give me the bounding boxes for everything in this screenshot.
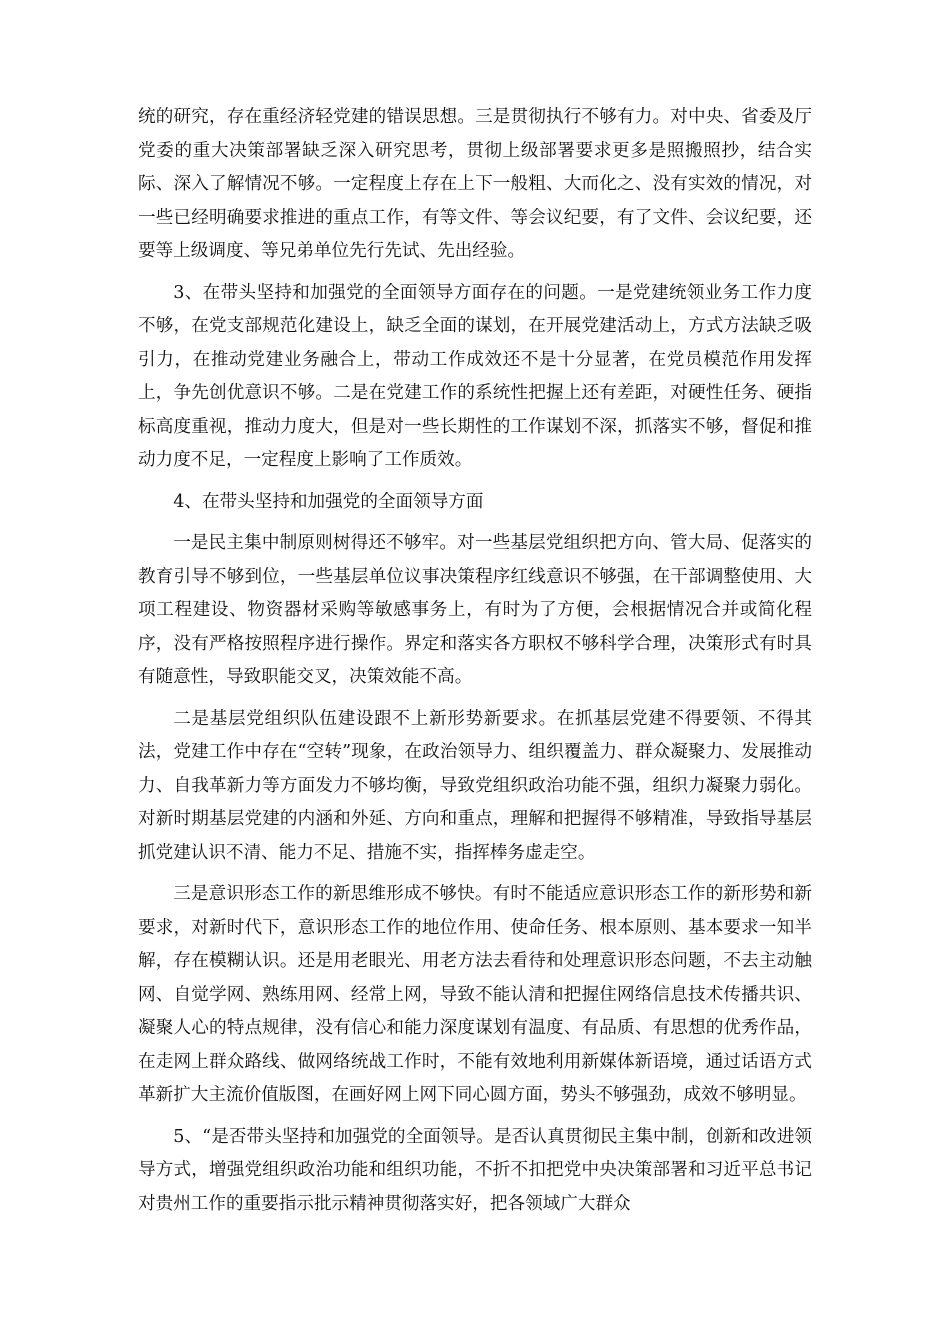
- paragraph-section-3: 3、在带头坚持和加强党的全面领导方面存在的问题。一是党建统领业务工作力度不够，在党支部规范化建设上，缺乏全面的谋划，在开展党建活动上，方式方法缺乏吸引力，在推动党建业务融合上，带动工作成效还不是十分显著，在党员模范作用发挥上，争先创优意识不够。二是在党建工作的系统性把握上还有差距，对硬性任务、硬指标高度重视，推动力度大，但是对一些长期性的工作谋划不深，抓落实不够，督促和推动力度不足，一定程度上影响了工作质效。: [138, 282, 812, 470]
- paragraph-point-1: 一是民主集中制原则树得还不够牢。对一些基层党组织把方向、管大局、促落实的教育引导不够到位，一些基层单位议事决策程序红线意识不够强，在干部调整使用、大项工程建设、物资器材采购等敏感事务上，有时为了方便，会根据情况合并或简化程序，没有严格按照程序进行操作。界定和落实各方职权不够科学合理，决策形式有时具有随意性，导致职能交叉，决策效能不高。: [138, 533, 812, 687]
- document-page: [138, 101, 812, 1229]
- paragraph-section-4-heading: 4、在带头坚持和加强党的全面领导方面: [173, 491, 484, 512]
- paragraph-section-5: 5、“是否带头坚持和加强党的全面领导。是否认真贯彻民主集中制，创新和改进领导方式，增强党组织政治功能和组织功能，不折不扣把党中央决策部署和习近平总书记对贵州工作的重要指示批示精神贯彻落实好，把各领域广大群众: [138, 1126, 812, 1214]
- paragraph-point-2: 二是基层党组织队伍建设跟不上新形势新要求。在抓基层党建不得要领、不得其法，党建工作中存在“空转”现象，在政治领导力、组织覆盖力、群众凝聚力、发展推动力、自我革新力等方面发力不够均衡，导致党组织政治功能不强，组织力凝聚力弱化。对新时期基层党建的内涵和外延、方向和重点，理解和把握得不够精准，导致指导基层抓党建认识不清、能力不足、措施不实，指挥棒务虚走空。: [138, 708, 812, 863]
- paragraph-point-3: 三是意识形态工作的新思维形成不够快。有时不能适应意识形态工作的新形势和新要求，对新时代下，意识形态工作的地位作用、使命任务、根本原则、基本要求一知半解，存在模糊认识。还是用老眼光、用老方法去看待和处理意识形态问题，不去主动触网、自觉学网、熟练用网、经常上网，导致不能认清和把握住网络信息技术传播共识、凝聚人心的特点规律，没有信心和能力深度谋划有温度、有品质、有思想的优秀作品，在走网上群众路线、做网络统战工作时，不能有效地利用新媒体新语境，通过话语方式革新扩大主流价值版图，在画好网上网下同心圆方面，势头不够强劲，成效不够明显。: [138, 884, 812, 1105]
- paragraph-continuation: 统的研究，存在重经济轻党建的错误思想。三是贯彻执行不够有力。对中央、省委及厅党委的重大决策部署缺乏深入研究思考，贯彻上级部署要求更多是照搬照抄，结合实际、深入了解情况不够。一定程度上存在上下一般粗、大而化之、没有实效的情况，对一些已经明确要求推进的重点工作，有等文件、等会议纪要，有了文件、会议纪要，还要等上级调度、等兄弟单位先行先试、先出经验。: [138, 107, 812, 261]
